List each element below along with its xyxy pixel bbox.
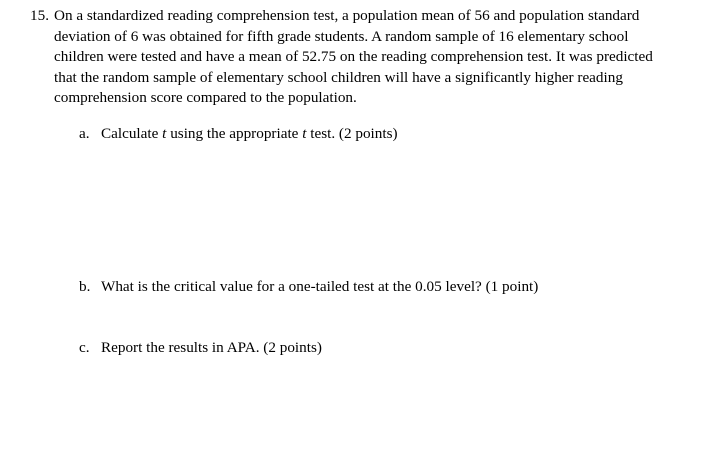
part-a-text-before: Calculate: [101, 125, 163, 142]
question-stem-line: comprehension score compared to the population.: [54, 89, 357, 106]
part-b-letter: b.: [79, 278, 91, 295]
question-stem-line: On a standardized reading comprehension test, a population mean of 56 and population standard: [54, 7, 640, 24]
question-number: 15.: [30, 7, 49, 24]
part-c-text: Report the results in APA. (2 points): [101, 339, 322, 356]
part-a-text-after: test. (2 points): [306, 125, 398, 142]
part-a-letter: a.: [79, 125, 90, 142]
part-a-text-middle: using the appropriate: [166, 125, 303, 142]
question-stem-line: deviation of 6 was obtained for fifth grade students. A random sample of 16 elementary school: [54, 27, 629, 45]
part-a-t-symbol: t: [162, 125, 167, 142]
question-stem-line: that the random sample of elementary school children will have a significantly higher reading: [54, 68, 623, 86]
question-stem-line: children were tested and have a mean of 52.75 on the reading comprehension test. It was predicted: [54, 48, 653, 65]
part-b-text: What is the critical value for a one-tailed test at the 0.05 level? (1 point): [101, 278, 539, 295]
question-stem: [54, 6, 704, 109]
part-c-letter: c.: [79, 339, 90, 356]
part-a-t-symbol-2: t: [302, 125, 307, 142]
part-a-text: [101, 124, 398, 144]
